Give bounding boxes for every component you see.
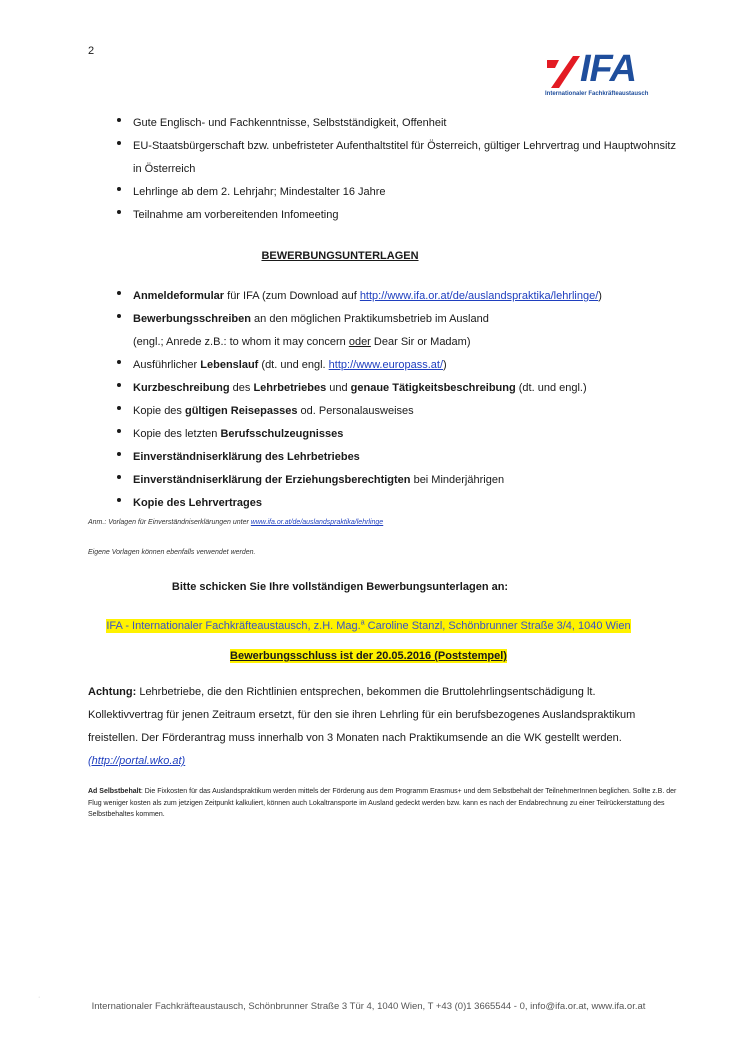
template-note bbox=[88, 519, 383, 526]
doc-label: Lebenslauf bbox=[200, 359, 259, 371]
attention-paragraph bbox=[88, 681, 658, 773]
list-item bbox=[117, 446, 677, 469]
doc-label: Anmeldeformular bbox=[133, 290, 225, 302]
selbstbehalt-paragraph bbox=[88, 786, 678, 821]
list-item bbox=[117, 492, 677, 515]
doc-label: Kopie des Lehrvertrages bbox=[133, 497, 262, 509]
doc-text: und bbox=[326, 382, 351, 394]
doc-text: od. Personalausweises bbox=[297, 405, 414, 417]
own-templates-note: Eigene Vorlagen können ebenfalls verwendet werden. bbox=[88, 549, 256, 556]
send-heading: Bitte schicken Sie Ihre vollständigen Bewerbungsunterlagen an: bbox=[171, 581, 509, 593]
list-item: Teilnahme am vorbereitenden Infomeeting bbox=[117, 204, 677, 227]
doc-text: oder bbox=[348, 336, 371, 348]
requirements-list bbox=[117, 112, 677, 227]
list-item bbox=[117, 400, 677, 423]
logo-tagline: Internationaler Fachkräfteaustausch bbox=[545, 91, 649, 97]
doc-text: ) bbox=[598, 290, 602, 302]
doc-text: Dear Sir or Madam) bbox=[370, 336, 471, 348]
doc-text: an den möglichen Praktikumsbetrieb im Ausland bbox=[250, 313, 489, 325]
doc-label: Einverständniserklärung des Lehrbetriebes bbox=[133, 451, 360, 463]
page-number: 2 bbox=[88, 45, 95, 57]
doc-label: Lehrbetriebes bbox=[253, 382, 327, 394]
page-footer: Internationaler Fachkräfteaustausch, Schönbrunner Straße 3 Tür 4, 1040 Wien, T +43 (0)1 3665544 - 0, info@ifa.or.at, www.ifa.or.at bbox=[91, 1001, 646, 1012]
list-item: Lehrlinge ab dem 2. Lehrjahr; Mindestalter 16 Jahre bbox=[117, 181, 677, 204]
logo-red-mark-icon bbox=[545, 54, 581, 90]
address-sup: a bbox=[360, 619, 365, 626]
ifa-logo bbox=[545, 48, 675, 100]
templates-link[interactable]: www.ifa.or.at/de/auslandspraktika/lehrlinge bbox=[250, 519, 384, 526]
list-item: EU-Staatsbürgerschaft bzw. unbefristeter Aufenthaltstitel für Österreich, gültiger Lehrvertrag und Hauptwohnsitz in Österreich bbox=[117, 135, 677, 181]
list-item bbox=[117, 423, 677, 446]
list-item bbox=[117, 469, 677, 492]
doc-text: (dt. und engl. bbox=[258, 359, 329, 371]
doc-text: des bbox=[229, 382, 254, 394]
doc-text: bei Minderjährigen bbox=[410, 474, 505, 486]
list-item: Gute Englisch- und Fachkenntnisse, Selbstständigkeit, Offenheit bbox=[117, 112, 677, 135]
attention-label: Achtung: bbox=[88, 686, 137, 698]
corner-mark: · bbox=[38, 994, 41, 1001]
doc-label: Berufsschulzeugnisses bbox=[220, 428, 344, 440]
documents-list bbox=[117, 285, 677, 515]
application-deadline bbox=[0, 650, 737, 662]
doc-text: Kopie des letzten bbox=[133, 428, 221, 440]
postal-address bbox=[0, 615, 737, 634]
list-item bbox=[117, 377, 677, 400]
doc-text: (engl.; Anrede z.B.: to whom it may concern bbox=[133, 336, 349, 348]
note-text: Anm.: Vorlagen für Einverständniserklärungen unter bbox=[88, 519, 251, 526]
doc-label: Bewerbungsschreiben bbox=[133, 313, 251, 325]
doc-text: ) bbox=[443, 359, 447, 371]
selbstbehalt-label: Ad Selbstbehalt bbox=[88, 788, 141, 795]
doc-label: Einverständniserklärung der Erziehungsberechtigten bbox=[133, 474, 411, 486]
list-item bbox=[117, 308, 677, 354]
logo-wordmark: IFA bbox=[580, 48, 637, 90]
doc-label: gültigen Reisepasses bbox=[184, 405, 298, 417]
doc-text: (dt. und engl.) bbox=[515, 382, 587, 394]
doc-text: für IFA (zum Download auf bbox=[224, 290, 360, 302]
list-item bbox=[117, 354, 677, 377]
europass-link[interactable]: http://www.europass.at/ bbox=[328, 359, 444, 371]
doc-label: Kurzbeschreibung bbox=[133, 382, 230, 394]
doc-label: genaue Tätigkeitsbeschreibung bbox=[350, 382, 516, 394]
attention-text: Lehrbetriebe, die den Richtlinien entsprechen, bekommen die Bruttolehrlingsentschädigung lt. Kollektivvertrag für jenen Zeitraum ersetzt, für den sie ihren Lehrling für ein berufsbezogenes Auslandspraktikum freistellen. Der Förderantrag muss innerhalb von 3 Monaten nach Praktikumsende an die WK gestellt werden. bbox=[88, 686, 636, 744]
address-text: Caroline Stanzl, Schönbrunner Straße 3/4, 1040 Wien bbox=[364, 619, 631, 632]
doc-text: Ausführlicher bbox=[133, 359, 201, 371]
doc-text: Kopie des bbox=[133, 405, 185, 417]
section-title: BEWERBUNGSUNTERLAGEN bbox=[261, 250, 419, 262]
deadline-text: Bewerbungsschluss ist der 20.05.2016 (Poststempel) bbox=[230, 650, 507, 662]
selbstbehalt-text: : Die Fixkosten für das Auslandspraktikum werden mittels der Förderung aus dem Programm Erasmus+ und dem Selbstbehalt der TeilnehmerInnen beglichen. Sollte z.B. der Flug weniger kosten als zum jetzigen Zeitpunkt kalkuliert, können auch Lokaltransporte im Ausland gedeckt werden bzw. kann es nach der Endabrechnung zu einer Teilrückerstattung des Selbstbehaltes kommen. bbox=[88, 788, 677, 818]
address-text: IFA - Internationaler Fachkräfteaustausch, z.H. Mag. bbox=[106, 619, 361, 632]
list-item bbox=[117, 285, 677, 308]
wko-portal-link[interactable]: (http://portal.wko.at) bbox=[88, 755, 186, 767]
download-link[interactable]: http://www.ifa.or.at/de/auslandspraktika/lehrlinge/ bbox=[359, 290, 599, 302]
